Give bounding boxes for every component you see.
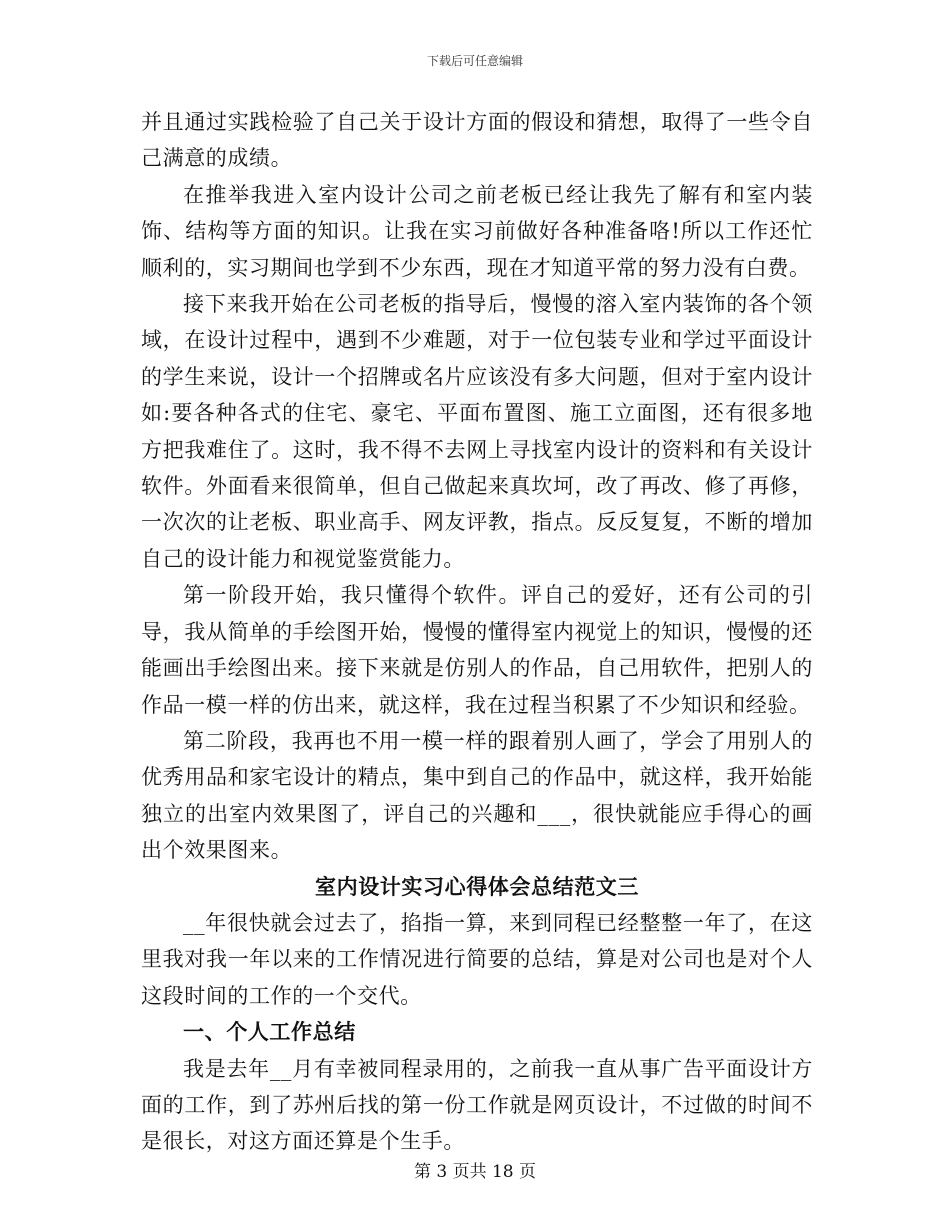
paragraph-personal-summary: 我是去年__月有幸被同程录用的，之前我一直从事广告平面设计方面的工作，到了苏州后找的第一份工作就是网页设计，不过做的时间不是很长，对这方面还算是个生手。 — [141, 1056, 813, 1154]
page-number: 第 3 页共 18 页 — [413, 1162, 537, 1182]
paragraph-continuation: 并且通过实践检验了自己关于设计方面的假设和猜想，取得了一些令自己满意的成绩。 — [141, 110, 813, 171]
subheading-personal-summary: 一、个人工作总结 — [183, 1019, 356, 1045]
paragraph-learning-process: 接下来我开始在公司老板的指导后，慢慢的溶入室内装饰的各个领域，在设计过程中，遇到不少难题，对于一位包装专业和学过平面设计的学生来说，设计一个招牌或名片应该没有多大问题，但对于室内设计如:要各种各式的住宅、豪宅、平面布置图、施工立面图，还有很多地方把我难住了。这时，我不得不去网上寻找室内设计的资料和有关设计软件。外面看来很简单，但自己做起来真坎坷，改了再改、修了再修，一次次的让老板、职业高手、网友评教，指点。反反复复，不断的增加自己的设计能力和视觉鉴赏能力。 — [141, 292, 813, 571]
document-body — [141, 104, 813, 1160]
page-header: 下载后可任意编辑 — [426, 54, 523, 68]
paragraph-first-stage: 第一阶段开始，我只懂得个软件。评自己的爱好，还有公司的引导，我从简单的手绘图开始，慢慢的懂得室内视觉上的知识，慢慢的还能画出手绘图出来。接下来就是仿别人的作品，自己用软件，把别人的作品一模一样的仿出来，就这样，我在过程当积累了不少知识和经验。 — [141, 583, 813, 717]
paragraph-second-stage: 第二阶段，我再也不用一模一样的跟着别人画了，学会了用别人的优秀用品和家宅设计的精点，集中到自己的作品中，就这样，我开始能独立的出室内效果图了，评自己的兴趣和___，很快就能应手得心的画出个效果图来。 — [141, 728, 813, 863]
section-title: 室内设计实习心得体会总结范文三 — [315, 873, 639, 899]
paragraph-section-intro: __年很快就会过去了，掐指一算，来到同程已经整整一年了，在这里我对我一年以来的工作情况进行简要的总结，算是对公司也是对个人这段时间的工作的一个交代。 — [141, 910, 813, 1008]
paragraph-preparation: 在推举我进入室内设计公司之前老板已经让我先了解有和室内装饰、结构等方面的知识。让我在实习前做好各种准备咯!所以工作还忙顺利的，实习期间也学到不少东西，现在才知道平常的努力没有白费。 — [141, 182, 813, 280]
